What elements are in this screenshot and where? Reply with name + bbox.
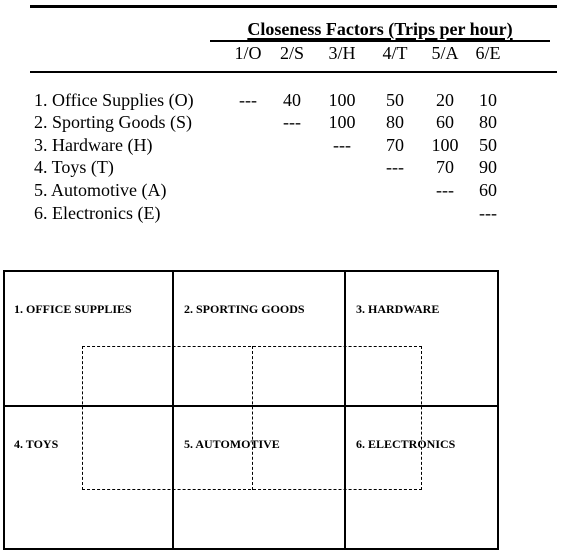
closeness-factors-header: Closeness Factors (Trips per hour) <box>247 19 513 39</box>
column-header: 4/T <box>382 43 408 63</box>
table-cell: --- <box>386 157 404 177</box>
table-cell: --- <box>283 112 301 132</box>
table-header-rule <box>30 71 557 73</box>
table-cell: 50 <box>479 135 497 155</box>
dept-office-supplies: 1. OFFICE SUPPLIES <box>14 302 132 316</box>
table-cell: 40 <box>283 90 301 110</box>
table-cell: 60 <box>479 180 497 200</box>
dept-electronics: 6. ELECTRONICS <box>356 437 456 451</box>
dept-hardware: 3. HARDWARE <box>356 302 440 316</box>
column-header: 2/S <box>279 43 304 63</box>
table-cell: 80 <box>386 112 404 132</box>
table-cell: 70 <box>386 135 404 155</box>
row-label: 5. Automotive (A) <box>34 180 167 200</box>
dept-automotive: 5. AUTOMOTIVE <box>184 437 280 451</box>
dept-toys: 4. TOYS <box>14 437 59 451</box>
row-label: 1. Office Supplies (O) <box>34 90 194 110</box>
table-top-rule <box>30 5 557 8</box>
table-cell: --- <box>239 90 257 110</box>
row-label: 2. Sporting Goods (S) <box>34 112 193 132</box>
dashed-outline-center-line <box>252 346 253 490</box>
table-cell: 60 <box>436 112 454 132</box>
table-cell: 10 <box>479 90 497 110</box>
column-header: 6/E <box>475 43 501 63</box>
table-cell: --- <box>333 135 351 155</box>
table-cell: 90 <box>479 157 497 177</box>
table-cell: 80 <box>479 112 497 132</box>
table-cell: 100 <box>431 135 459 155</box>
table-cell: 100 <box>328 90 356 110</box>
table-cell: 70 <box>436 157 454 177</box>
row-label: 6. Electronics (E) <box>34 203 161 223</box>
table-cell: 50 <box>386 90 404 110</box>
group-header-underline <box>210 40 550 42</box>
dept-sporting-goods: 2. SPORTING GOODS <box>184 302 305 316</box>
table-cell: --- <box>479 203 497 223</box>
column-header: 1/O <box>234 43 262 63</box>
table-cell: 100 <box>328 112 356 132</box>
column-header: 5/A <box>431 43 459 63</box>
table-cell: --- <box>436 180 454 200</box>
row-label: 4. Toys (T) <box>34 157 114 177</box>
table-cell: 20 <box>436 90 454 110</box>
column-header: 3/H <box>328 43 356 63</box>
row-label: 3. Hardware (H) <box>34 135 153 155</box>
